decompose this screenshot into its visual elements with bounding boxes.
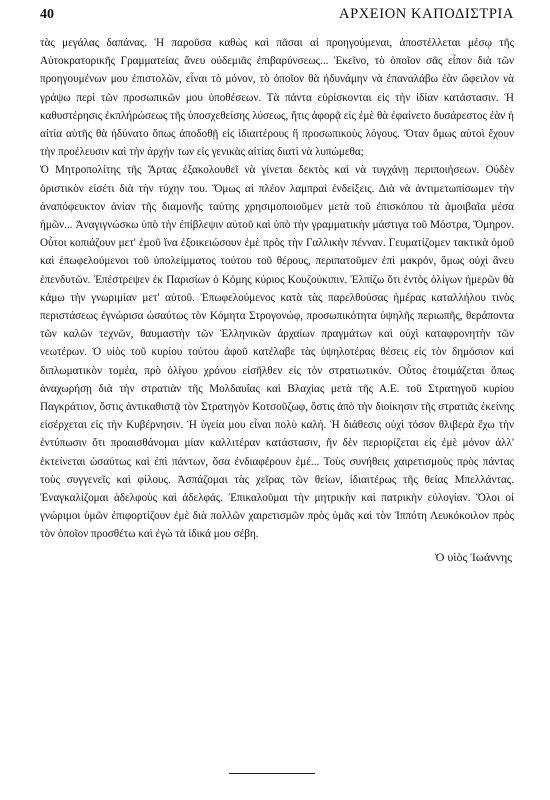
page-number: 40 <box>40 7 54 22</box>
signature-block <box>40 550 514 565</box>
footer-rule <box>229 773 315 774</box>
paragraph-1: τὰς μεγάλας δαπάνας. Ἡ παροῦσα καθὼς καὶ πᾶσαι αἱ προηγούμεναι, ἀποστέλλεται μέσῳ τῆς Αὐτοκρατορικῆς Γραμματείας ἄνευ οὐδεμιᾶς ἐπιβαρύνσεως... Ἐκεῖνο, τὸ ὁποῖον σᾶς εἶπον διὰ τῶν προηγουμένων μου ἐπιστολῶν, εἶναι τὸ μόνον, τὸ ὁποῖον θὰ ἠδυνάμην νὰ ἐπαναλάβω ἐὰν ὤφειλον νὰ γράψω περὶ τῶν προσωπικῶν μου ὑποθέσεων. Τὰ πάντα εὑρίσκονται εἰς τὴν ἰδίαν κατάστασιν. Ἡ καθυστέρησις ἐκπλήρώσεως τῆς ὑποσχεθείσης λύσεως, ἥτις ἀφορᾷ εἰς ἐμὲ θὰ ἐφαίνετο δυσάρεστος ἐὰν ἡ αἰτία αὐτῆς θὰ ἠδύνατο ὅπως ἀποδοθῇ εἰς ἰδιαιτέρους ἢ προσωπικοὺς λόγους. Ὅταν ὅμως αὐτοὶ ἔχουν τὴν προέλευσιν καὶ τὴν ἀρχήν των εἰς γενικὰς αἰτίας διατὶ νὰ λυπώμεθα; <box>40 37 514 159</box>
paragraph-2: Ὁ Μητροπολίτης τῆς Ἄρτας ἐξακολουθεῖ νὰ γίνεται δεκτὸς καὶ νὰ τυγχάνῃ περιποιήσεων. Οὐδὲν ὁριστικὸν εἰσέτι διὰ τὴν τύχην του. Ὅμως αἱ πλέον λαμπραὶ ἐνδείξεις. Διὰ νὰ ἀντιμετωπίσωμεν τὴν ἀναπόφευκτον ἀνίαν τῆς διαμονῆς ταύτης χρησιμοποιοῦμεν μετὰ τοῦ ἐπισκόπου τὰ ἀμοιβαῖα μέσα ἡμῶν... Ἀναγιγνώσκω ὑπὸ τὴν ἐπίβλεψιν αὐτοῦ καὶ ὑπὸ τὴν γραμματικὴν μάστιγα τοῦ Μόστρα, Ὅμηρον. Οὗτοι κοπιάζουν μετ' ἐμοῦ ἵνα ἐξοικειώσουν ἐμὲ πρὸς τὴν Γαλλικὴν πένναν. Γευματίζομεν τακτικὰ ὁμοῦ καὶ ἐπωφελούμενοι τοῦ ὑπολείμματος τούτου τοῦ θέρους, περιπατοῦμεν ἐπὶ μακρόν, ὅμως οὐχὶ ἄνευ ἐπενδυτῶν. Ἐπέστρεψεν ἐκ Παρισίων ὁ Κόμης κύριος Κουζούκιπιν. Ἐλπίζω ὅτι ἐντὸς ὀλίγων ἡμερῶν θὰ κάμω τὴν γνωριμίαν μετ' αὐτοῦ. Ἐπωφελούμενος κατὰ τὰς παρελθούσας ἡμέρας καταλλήλου τινὸς περιστάσεως ἐγνώρισα ὡσαύτως τὸν Κόμητα Στρογονώφ, προσωπικότητα ὑψηλῆς περιωπῆς, θεράποντα τῶν καλῶν τεχνῶν, θαυμαστὴν τῶν Ἑλληνικῶν ἀρχαίων πραγμάτων καὶ οὐχὶ καταφρονητὴν τῶν νεωτέρων. Ὁ υἱὸς τοῦ κυρίου τούτου ἀφοῦ κατέλαβε τὰς ὑψηλοτέρας θέσεις εἰς τὸν δημόσιον καὶ διπλωματικὸν τομέα, πρὸ ὀλίγου χρόνου εἰσῆλθεν εἰς τὸν στρατιωτικόν. Οὗτος ἑτοιμάζεται ὅπως ἀναχωρήσῃ διὰ τὴν στρατιὰν τῆς Μολδαυΐας καὶ Βλαχίας μετὰ τῆς Α.Ε. τοῦ Στρατηγοῦ κυρίου Παγκράτιον, ὅστις ἀντικαθιστᾷ τὸν Στρατηγὸν Κοτσοῦζωφ, ὅστις ἀπὸ τὴν διοίκησιν τῆς στρατιᾶς ἐκείνης εἰσέρχεται εἰς τὴν Κυβέρνησιν. Ἡ ὑγεία μου εἶναι πολὺ καλή. Ἡ διάθεσις οὐχὶ τόσον θλιβερὰ ἔχω τὴν ἐντύπωσιν ὅτι προαισθάνομαι μίαν καλλιτέραν κατάστασιν, ἥν δὲν περιορίζεται εἰς ἐμὲ μόνον ἀλλ' ἐκτείνεται ὡσαύτως καὶ ἐπὶ πάντων, ὅσα ἐνδιαφέρουν ἐμέ... Τοὺς συνήθεις χαιρετισμοὺς πρὸς πάντας τοὺς συγγενεῖς καὶ φίλους. Ἀσπάζομαι τὰς χεῖρας τῶν θείων, ἰδιαιτέρως τῆς θείας Μπελλάντας. Ἐναγκαλίζομαι ἀδελφοὺς καὶ ἀδελφάς. Ἐπικαλοῦμαι τὴν μητρικὴν καὶ πατρικὴν εὐλογίαν. Ὅλοι οἱ γνώριμοι ὑμῶν ἐπιφορτίζουν ἐμὲ διὰ πολλῶν χαιρετισμῶν πρὸς ὑμᾶς καὶ τὸν Ἱππότη Λευκόκοιλον πρὸς τὸν ὁποῖον προσθέτω καὶ ἐγὼ τὰ ἰδικά μου σέβη. <box>40 164 514 541</box>
running-head: ΑΡΧΕΙΟΝ ΚΑΠΟΔΙΣΤΡΙΑ <box>339 6 514 22</box>
document-page <box>40 6 514 565</box>
signature: Ὁ υἱὸς Ἰωάννης <box>434 549 512 564</box>
letter-body <box>40 34 514 544</box>
page-header <box>40 6 514 28</box>
